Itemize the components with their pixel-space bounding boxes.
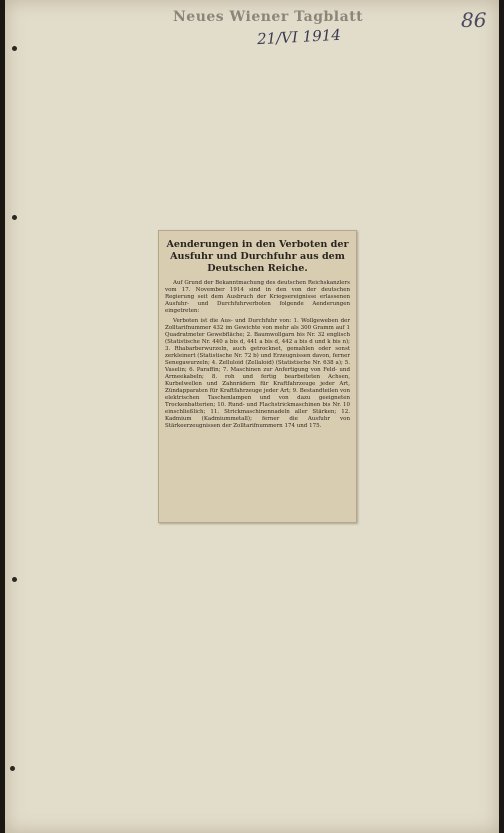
newspaper-clipping	[158, 230, 357, 523]
archive-sheet	[5, 0, 499, 833]
article-paragraph: Auf Grund der Bekanntmachung des deutschen Reichskanzlers vom 17. November 1914 sind in den von der deutschen Regierung seit dem Ausbruch der Kriegsereignisse erlassenen Ausfuhr- und Durchfuhrverboten folgende Aenderungen eingetreten:	[165, 280, 350, 314]
binding-hole	[12, 46, 17, 51]
binding-hole	[12, 215, 17, 220]
article-paragraph: Verboten ist die Aus- und Durchfuhr von: 1. Wollgeweben der Zolltarifnummer 432 im Gewichte von mehr als 300 Gramm auf 1 Quadratmeter Gewebfläche; 2. Baumwollgarn bis Nr. 32 englisch (Statistische Nr. 440 a bis d, 441 a bis d, 442 a bis d und k bis n); 3. Rhabarberwurzeln, auch getrocknet, gemahlen oder sonst zerkleinert (Statistische Nr. 72 b) und Erzeugnissen davon, ferner Senegawurzeln; 4. Zelluloid (Zellaloid) (Statistische Nr. 638 a); 5. Vaselin; 6. Paraffin; 7. Maschinen zur Anfertigung von Feld- und Armeekabeln; 8. roh und fertig bearbeiteten Achsen, Kurbelwellen und Zahnrädern für Kraftfahrzeuge jeder Art, Zündapparaten für Kraftfahrzeuge jeder Art; 9. Bestandteilen von elektrischen Taschenlampen und von dazu geeigneten Trockenbatterien; 10. Rund- und Flachstrickmaschinen bis Nr. 10 einschließlich; 11. Strickmaschinennadeln aller Stärken; 12. Kadmium (Kadmiummetall); ferner die Ausfuhr von Stärkeerzeugnissen der Zolltarifnummern 174 und 175.	[165, 318, 350, 429]
article-headline: Aenderungen in den Verboten der Ausfuhr und Durchfuhr aus dem Deutschen Reiche.	[166, 239, 349, 274]
page-number: 86	[461, 8, 487, 32]
handwritten-date: 21/VI 1914	[256, 25, 342, 49]
article-body	[165, 280, 350, 430]
binding-hole	[10, 766, 15, 771]
newspaper-stamp: Neues Wiener Tagblatt	[173, 9, 364, 25]
binding-hole	[12, 577, 17, 582]
